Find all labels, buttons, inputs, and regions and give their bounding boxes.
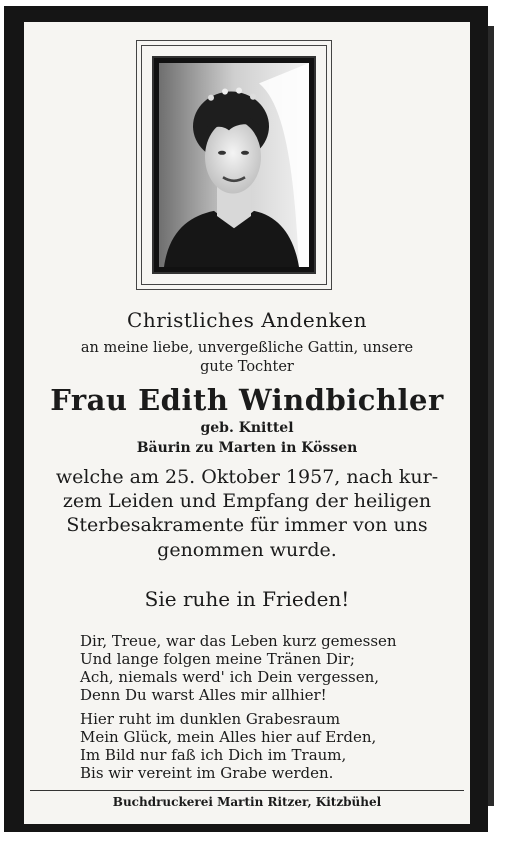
card-inner — [24, 22, 470, 824]
death-text-line-1: welche am 25. Oktober 1957, nach kur- — [55, 466, 439, 488]
portrait-photo — [159, 63, 309, 267]
poem-line: Mein Glück, mein Alles hier auf Erden, — [80, 728, 377, 746]
poem-line: Und lange folgen meine Tränen Dir; — [80, 650, 355, 668]
heading: Christliches Andenken — [127, 308, 367, 332]
poem-line: Im Bild nur faß ich Dich im Traum, — [80, 746, 347, 764]
portrait-frame-mid — [141, 45, 327, 285]
blessing: Sie ruhe in Frieden! — [144, 587, 350, 611]
deceased-name: Frau Edith Windbichler — [50, 383, 444, 417]
maiden-name: geb. Knittel — [200, 420, 294, 436]
death-text-line-3: Sterbesakramente für immer von uns — [66, 514, 428, 536]
death-text-line-4: genommen wurde. — [157, 539, 337, 561]
death-text-line-2: zem Leiden und Empfang der heiligen — [62, 490, 432, 512]
intro-line-2: gute Tochter — [200, 359, 294, 375]
portrait-frame-inner — [152, 56, 316, 274]
portrait-frame — [136, 40, 332, 290]
memorial-card — [4, 6, 488, 832]
intro-line-1: an meine liebe, unvergeßliche Gattin, unsere — [80, 340, 414, 356]
poem-line: Ach, niemals werd' ich Dein vergessen, — [80, 668, 380, 686]
occupation: Bäurin zu Marten in Kössen — [136, 440, 358, 456]
poem-line: Bis wir vereint im Grabe werden. — [80, 764, 334, 782]
printer-credit: Buchdruckerei Martin Ritzer, Kitzbühel — [112, 795, 382, 809]
poem-line: Hier ruht im dunklen Grabesraum — [80, 710, 341, 728]
poem-line: Dir, Treue, war das Leben kurz gemessen — [80, 632, 397, 650]
footer-divider — [30, 790, 464, 791]
poem-line: Denn Du warst Alles mir allhier! — [80, 686, 327, 704]
